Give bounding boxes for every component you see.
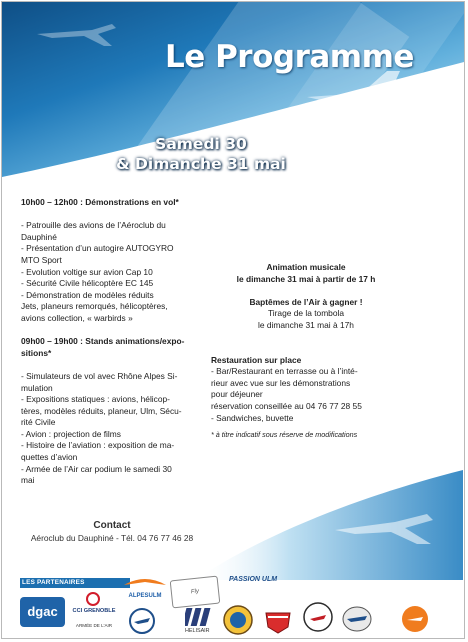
orange-circle-logo-icon — [400, 604, 430, 634]
sky-background-decoration — [195, 470, 463, 580]
stand-item: mulation — [21, 382, 53, 393]
stand-item: - Simulateurs de vol avec Rhône Alpes Si- — [21, 370, 178, 381]
date-line-1: Samedi 30 — [155, 135, 247, 153]
helisair-name: HELISAIR — [185, 628, 210, 634]
header-banner — [2, 2, 464, 224]
cci-circle-icon — [86, 592, 100, 606]
program-right-column — [211, 262, 401, 440]
demonstration-item: Jets, planeurs remorqués, hélicoptères, — [21, 301, 168, 312]
cci-grenoble-logo — [68, 592, 120, 632]
date-line-2: & Dimanche 31 mai — [116, 155, 286, 173]
securite-civile-badge-icon — [302, 601, 334, 635]
stand-item: rité Civile — [21, 417, 56, 428]
demonstrations-heading: 10h00 – 12h00 : Démonstrations en vol* — [21, 197, 179, 207]
demonstration-item: - Patrouille des avions de l’Aéroclub du — [21, 220, 166, 231]
restauration-item: rieur avec vue sur les démonstrations — [211, 377, 351, 388]
contact-title: Contact — [93, 520, 131, 531]
helisair-logo — [185, 606, 217, 634]
contact-block — [22, 519, 202, 545]
stands-heading: 09h00 – 19h00 : Stands animations/expo- — [21, 336, 185, 347]
airplane-badge-icon — [128, 607, 156, 635]
stand-item: quettes d’avion — [21, 452, 78, 463]
alpes-ulm-logo — [120, 573, 170, 607]
page-title: Le Programme — [165, 39, 414, 75]
demonstration-item: Dauphiné — [21, 231, 57, 242]
animation-title: Animation musicale — [266, 262, 346, 272]
demonstration-item: - Démonstration de modèles réduits — [21, 289, 154, 300]
demonstration-item: avions collection, « warbirds » — [21, 312, 133, 323]
restauration-item: réservation conseillée au 04 76 77 28 55 — [211, 400, 362, 411]
restauration-title: Restauration sur place — [211, 354, 302, 365]
tombola-line: le dimanche 31 mai à 17h — [258, 319, 354, 330]
animation-detail: le dimanche 31 mai à partir de 17 h — [236, 273, 376, 284]
disclaimer-note: * à titre indicatif sous réserve de modifications — [211, 430, 358, 440]
cci-name: CCI GRENOBLE — [72, 608, 116, 614]
alpes-ulm-name: ALPESULM — [128, 593, 162, 599]
dgac-logo: dgac — [20, 597, 65, 627]
contact-detail: Aéroclub du Dauphiné - Tél. 04 76 77 46 28 — [30, 533, 194, 543]
armee-air-label: ARMÉE DE L’AIR — [75, 623, 113, 628]
restauration-item: - Sandwiches, buvette — [211, 412, 294, 423]
aeroclub-stamp-logo: Fly — [170, 576, 221, 609]
tombola-line: Tirage de la tombola — [267, 308, 345, 319]
stand-item: - Histoire de l’aviation : exposition de ma- — [21, 440, 175, 451]
baptemes-title: Baptêmes de l’Air à gagner ! — [249, 296, 363, 307]
stand-item: - Armée de l’Air car podium le samedi 30 — [21, 463, 172, 474]
restauration-item: - Bar/Restaurant en terrasse ou à l’inté- — [211, 366, 358, 377]
stand-item: tères, modèles réduits, planeur, Ulm, Sécu- — [21, 405, 182, 416]
demonstration-item: MTO Sport — [21, 254, 62, 265]
restauration-item: pour déjeuner — [211, 389, 263, 400]
white-swoosh-decoration — [2, 2, 464, 224]
ulm-wing-icon — [120, 573, 170, 593]
helisair-mark-icon — [185, 606, 217, 628]
event-dates — [96, 134, 306, 174]
demonstration-item: - Evolution voltige sur avion Cap 10 — [21, 266, 153, 277]
passion-ulm-label: PASSION ULM — [229, 576, 278, 583]
club-badge-icon — [222, 604, 254, 636]
stand-item: - Avion : projection de films — [21, 428, 121, 439]
demonstration-item: - Sécurité Civile hélicoptère EC 145 — [21, 278, 154, 289]
partners-label: LES PARTENAIRES — [22, 579, 85, 586]
aero-modelling-logo-icon — [341, 604, 373, 634]
demonstration-item: - Présentation d’un autogire AUTOGYRO — [21, 243, 174, 254]
program-left-column — [21, 197, 209, 487]
aviation-crest-icon — [262, 603, 294, 635]
stands-heading: sitions* — [21, 347, 52, 358]
stand-item: mai — [21, 475, 35, 486]
stand-item: - Expositions statiques : avions, hélicop- — [21, 394, 170, 405]
